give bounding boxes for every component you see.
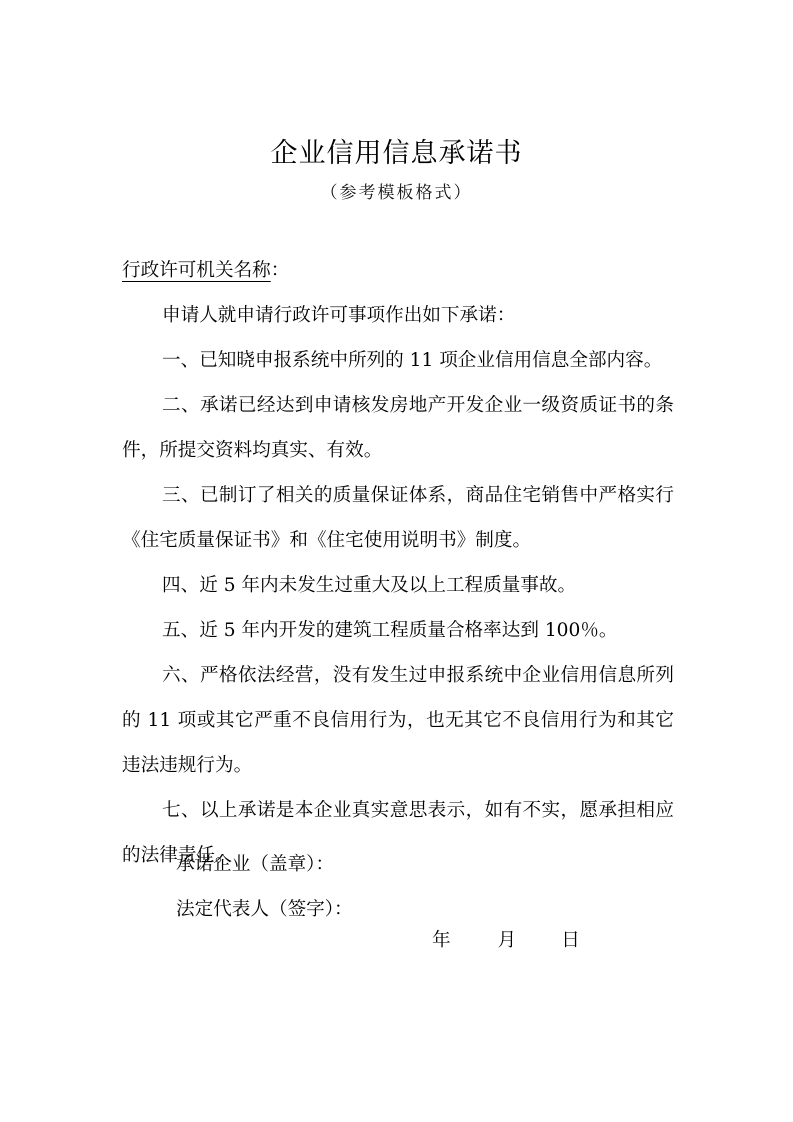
document-title: 企业信用信息承诺书 [270,138,523,169]
date-day: 日 [561,930,580,951]
document-subtitle: （参考模板格式） [320,183,473,203]
commitment-5: 五、近 5 年内开发的建筑工程质量合格率达到 100％。 [162,620,618,641]
date-year: 年 [432,930,451,951]
document-body [122,248,674,878]
commitment-3: 三、已制订了相关的质量保证体系，商品住宅销售中严格实行《住宅质量保证书》和《住宅使用说明书》制度。 [122,485,674,551]
date-month: 月 [497,930,517,951]
signature-block [176,842,353,932]
commitment-2: 二、承诺已经达到申请核发房地产开发企业一级资质证书的条件，所提交资料均真实、有效。 [122,395,674,461]
recipient-line [122,248,674,293]
commitment-1: 一、已知晓申报系统中所列的 11 项企业信用信息全部内容。 [162,350,663,371]
recipient-label: 行政许可机关名称 [122,260,271,281]
legal-rep-line: 法定代表人（签字）： [176,899,353,920]
date-line [432,922,580,960]
commitment-4: 四、近 5 年内未发生过重大及以上工程质量事故。 [162,575,577,596]
recipient-colon: ： [270,260,290,281]
company-seal-line: 承诺企业（盖章）： [176,854,335,875]
commitment-6: 六、严格依法经营，没有发生过申报系统中企业信用信息所列的 11 项或其它严重不良信用行为，也无其它不良信用行为和其它违法违规行为。 [122,665,674,776]
commitment-7: 七、以上承诺是本企业真实意思表示，如有不实，愿承担相应的法律责任。 [122,800,674,866]
intro-paragraph: 申请人就申请行政许可事项作出如下承诺： [162,305,516,326]
